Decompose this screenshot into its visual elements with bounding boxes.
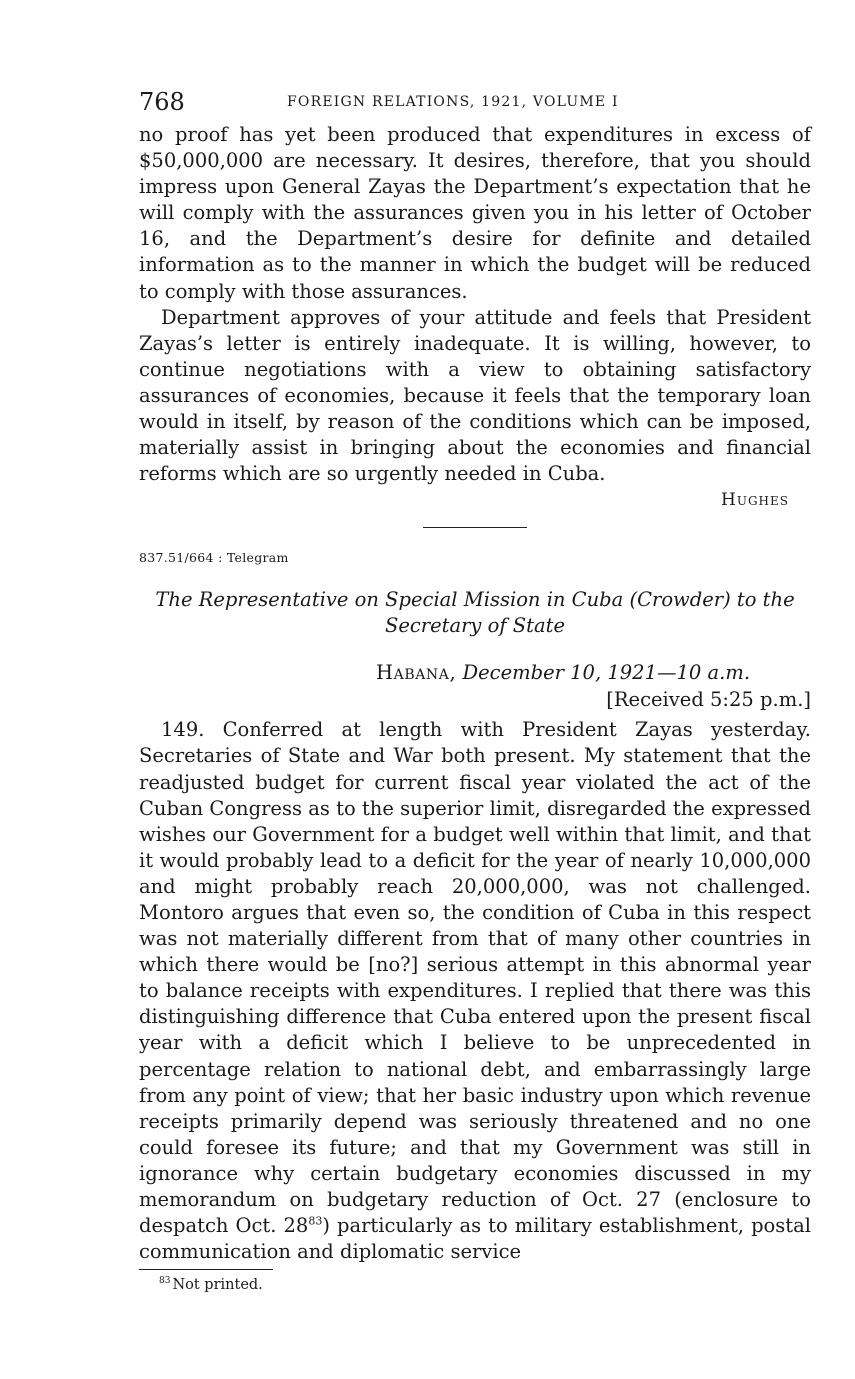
dateline-place: Habana, (376, 661, 457, 685)
document-page (139, 84, 811, 1293)
telegram-paragraph (139, 717, 811, 1265)
telegram-text-part-1: 149. Conferred at length with President Zayas yesterday. Secretaries of State and War both present. My statement that the readjusted budget for current fiscal year violated the act of the Cuban Congress as to the superior limit, disregarded the expressed wishes our Government for a budget well within that limit, and that it would probably lead to a deficit for the year of nearly 10,000,000 and might probably reach 20,000,000, was not challenged. Montoro argues that even so, the condition of Cuba in this respect was not materially different from that of many other countries in which there would be [no?] serious attempt in this abnormal year to balance receipts with expenditures. I replied that there was this distinguishing difference that Cuba entered upon the present fiscal year with a deficit which I believe to be unprecedented in percentage relation to national debt, and embarrassingly large from any point of view; that her basic industry upon which revenue receipts primarily depend was seriously threatened and no one could foresee its future; and that my Government was still in ignorance why certain budgetary economies discussed in my memorandum on budgetary reduction of Oct. 27 (enclosure to despatch Oct. 28 (139, 718, 811, 1238)
footnote-text: Not printed. (172, 1277, 263, 1294)
continuation-paragraph: no proof has yet been produced that expenditures in excess of $50,000,000 are necessary. It desires, therefore, that you should impress upon General Zayas the Department’s expectation that he will comply with the assurances given you in his letter of October 16, and the Department’s desire for definite and detailed information as to the manner in which the budget will be reduced to comply with those assurances. (139, 123, 811, 303)
footnote-divider (139, 1269, 273, 1270)
footnote (159, 1276, 811, 1293)
department-paragraph: Department approves of your attitude and feels that President Zayas’s letter is entirely inadequate. It is willing, however, to continue negotiations with a view to obtaining satisfactory assurances of economies, because it feels that the temporary loan would in itself, by reason of the conditions which can be imposed, materially assist in bringing about the economies and financial reforms which are so urgently needed in Cuba. (139, 305, 811, 486)
received-line: [Received 5:25 p.m.] (606, 688, 811, 712)
page-header (139, 84, 811, 122)
running-head: FOREIGN RELATIONS, 1921, VOLUME I (287, 94, 619, 110)
footnote-reference: 83 (308, 1214, 323, 1228)
dateline-date: December 10, 1921—10 a.m. (462, 661, 751, 685)
page-number: 768 (139, 88, 185, 116)
signature: Hughes (721, 490, 789, 511)
file-reference: 837.51/664 : Telegram (139, 550, 289, 566)
telegram-text-part-2: ) particularly as to military establishment, postal communication and diplomatic service (139, 1214, 811, 1264)
section-divider (423, 527, 527, 528)
document-title: The Representative on Special Mission in Cuba (Crowder) to the Secretary of State (155, 588, 795, 638)
dateline (139, 659, 811, 686)
footnote-mark: 83 (159, 1276, 171, 1287)
